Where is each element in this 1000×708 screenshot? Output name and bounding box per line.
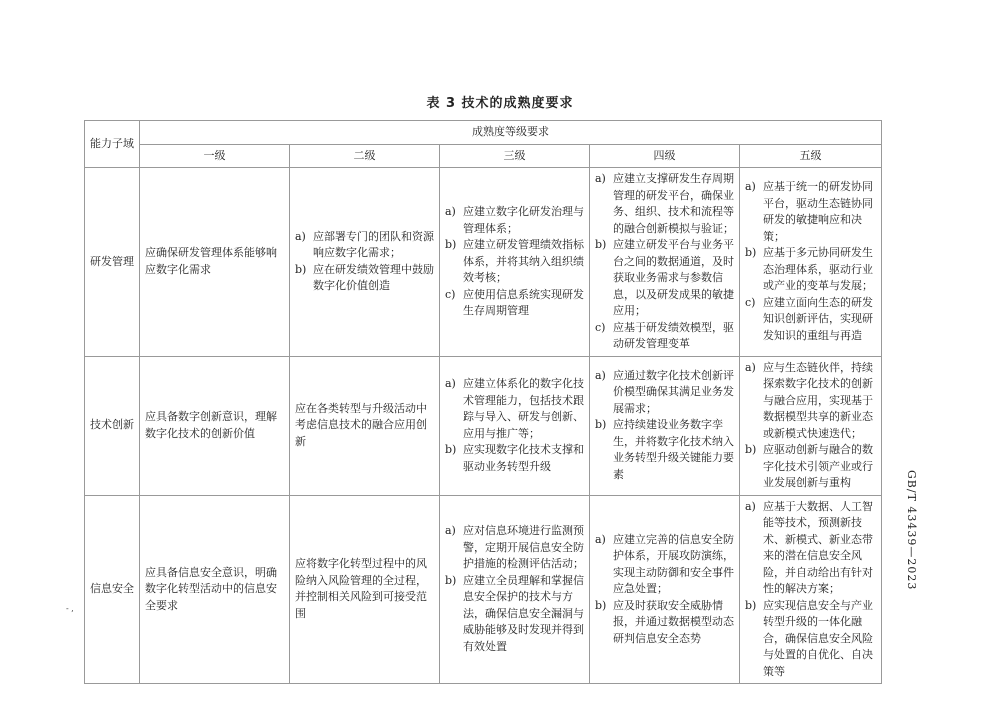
- header-level-2: 二级: [290, 144, 440, 168]
- level-4-cell: [590, 356, 740, 495]
- item-text: 应建立数字化研发治理与管理体系；: [463, 205, 584, 235]
- header-level-1: 一级: [140, 144, 290, 168]
- header-domain: 能力子域: [85, 121, 140, 168]
- item-text: 应使用信息系统实现研发生存周期管理: [463, 287, 584, 317]
- standard-number: GB/T 43439—2023: [905, 470, 918, 591]
- list-item: [745, 179, 876, 245]
- item-text: 应持续建设业务数字孪生，并将数字化技术纳入业务转型升级关键能力要素: [613, 418, 734, 481]
- level-1-cell: 应具备信息安全意识，明确数字化转型活动中的信息安全要求: [140, 495, 290, 684]
- item-marker: a): [445, 524, 456, 538]
- list-item: [595, 417, 734, 483]
- list-item: [595, 532, 734, 598]
- list-item: [595, 237, 734, 320]
- item-marker: a): [745, 499, 756, 513]
- level-5-cell: [740, 168, 882, 357]
- domain-cell: 研发管理: [85, 168, 140, 357]
- item-text: 应基于研发绩效模型，驱动研发管理变革: [613, 320, 734, 350]
- item-text: 应基于统一的研发协同平台，驱动生态链协同研发的敏捷响应和决策；: [763, 180, 873, 243]
- list-item: [745, 245, 876, 295]
- level-2-cell: 应将数字化转型过程中的风险纳入风险管理的全过程，并控制相关风险到可接受范围: [290, 495, 440, 684]
- maturity-requirements-table: [84, 120, 882, 684]
- item-text: 应及时获取安全威胁情报，并通过数据模型动态研判信息安全态势: [613, 598, 734, 645]
- item-marker: c): [745, 295, 756, 309]
- list-item: [745, 598, 876, 681]
- level-2-cell: 应在各类转型与升级活动中考虑信息技术的融合应用创新: [290, 356, 440, 495]
- list-item: [445, 287, 584, 320]
- level-3-cell: [440, 356, 590, 495]
- item-text: 应建立研发平台与业务平台之间的数据通道，及时获取业务需求与参数信息，以及研发成果的敏捷应用；: [613, 238, 734, 317]
- item-marker: b): [745, 246, 757, 260]
- list-item: [595, 171, 734, 237]
- level-5-cell: [740, 356, 882, 495]
- item-marker: b): [745, 443, 757, 456]
- list-item: [445, 237, 584, 287]
- item-text: 应基于多元协同研发生态治理体系，驱动行业或产业的变革与发展；: [763, 246, 873, 293]
- list-item: [445, 573, 584, 656]
- item-marker: a): [745, 360, 756, 374]
- page-mark: - ,: [66, 604, 74, 613]
- table-row: [85, 495, 882, 684]
- item-text: 应对信息环境进行监测预警，定期开展信息安全防护措施的检测评估活动；: [463, 524, 584, 571]
- item-text: 应建立完善的信息安全防护体系，开展攻防演练，实现主动防御和安全事件应急处置；: [613, 532, 734, 595]
- list-item: [295, 262, 434, 295]
- list-item: [745, 360, 876, 443]
- item-marker: b): [595, 238, 607, 251]
- level-4-cell: [590, 168, 740, 357]
- list-item: [445, 376, 584, 442]
- domain-cell: 信息安全: [85, 495, 140, 684]
- item-marker: b): [445, 573, 457, 587]
- item-marker: b): [595, 418, 607, 432]
- item-text: 应在研发绩效管理中鼓励数字化价值创造: [313, 262, 434, 293]
- item-text: 应建立研发管理绩效指标体系，并将其纳入组织绩效考核；: [463, 238, 584, 284]
- list-item: [595, 368, 734, 418]
- item-marker: a): [445, 377, 456, 390]
- item-text: 应建立面向生态的研发知识创新评估，实现研发知识的重组与再造: [763, 295, 873, 342]
- list-item: [595, 598, 734, 648]
- header-level-5: 五级: [740, 144, 882, 168]
- item-text: 应部署专门的团队和资源响应数字化需求；: [313, 229, 434, 260]
- table-title: 表 3 技术的成熟度要求: [426, 96, 574, 111]
- list-item: [595, 320, 734, 353]
- level-2-cell: [290, 168, 440, 357]
- item-text: 应建立体系化的数字化技术管理能力，包括技术跟踪与导入、研发与创新、应用与推广等；: [463, 377, 584, 440]
- item-marker: b): [595, 598, 607, 612]
- item-marker: a): [595, 532, 606, 546]
- level-1-cell: 应具备数字创新意识，理解数字化技术的创新价值: [140, 356, 290, 495]
- list-item: [745, 295, 876, 345]
- item-marker: b): [445, 443, 457, 456]
- item-marker: a): [595, 172, 606, 185]
- table-row: [85, 168, 882, 357]
- list-item: [745, 442, 876, 492]
- item-text: 应实现信息安全与产业转型升级的一体化融合，确保信息安全风险与处置的自优化、自决策等: [763, 598, 873, 678]
- item-text: 应实现数字化技术支撑和驱动业务转型升级: [463, 443, 584, 473]
- item-marker: c): [445, 287, 456, 301]
- item-text: 应驱动创新与融合的数字化技术引领产业或行业发展创新与重构: [763, 443, 873, 489]
- item-text: 应通过数字化技术创新评价模型确保其满足业务发展需求；: [613, 368, 734, 415]
- item-marker: b): [445, 238, 457, 251]
- item-marker: a): [595, 368, 606, 382]
- item-marker: b): [745, 598, 757, 612]
- list-item: [295, 229, 434, 262]
- item-marker: a): [295, 229, 306, 243]
- item-text: 应基于大数据、人工智能等技术，预测新技术、新模式、新业态带来的潜在信息安全风险，并自动给出有针对性的解决方案；: [763, 499, 873, 595]
- level-3-cell: [440, 495, 590, 684]
- item-marker: a): [745, 180, 756, 194]
- level-1-cell: 应确保研发管理体系能够响应数字化需求: [140, 168, 290, 357]
- level-3-cell: [440, 168, 590, 357]
- level-4-cell: [590, 495, 740, 684]
- domain-cell: 技术创新: [85, 356, 140, 495]
- table-row: [85, 356, 882, 495]
- item-text: 应与生态链伙伴，持续探索数字化技术的创新与融合应用，实现基于数据模型共享的新业态或新模式快速迭代；: [763, 360, 873, 440]
- item-text: 应建立全员理解和掌握信息安全保护的技术与方法，确保信息安全漏洞与威胁能够及时发现并得到有效处置: [463, 573, 584, 653]
- item-text: 应建立支撑研发生存周期管理的研发平台，确保业务、组织、技术和流程等的融合创新模拟与验证；: [613, 172, 734, 235]
- header-group: 成熟度等级要求: [140, 121, 882, 145]
- item-marker: c): [595, 320, 606, 334]
- list-item: [445, 523, 584, 573]
- header-level-3: 三级: [440, 144, 590, 168]
- list-item: [445, 204, 584, 237]
- item-marker: a): [445, 205, 456, 218]
- header-level-4: 四级: [590, 144, 740, 168]
- list-item: [445, 442, 584, 475]
- level-5-cell: [740, 495, 882, 684]
- item-marker: b): [295, 262, 307, 276]
- list-item: [745, 499, 876, 598]
